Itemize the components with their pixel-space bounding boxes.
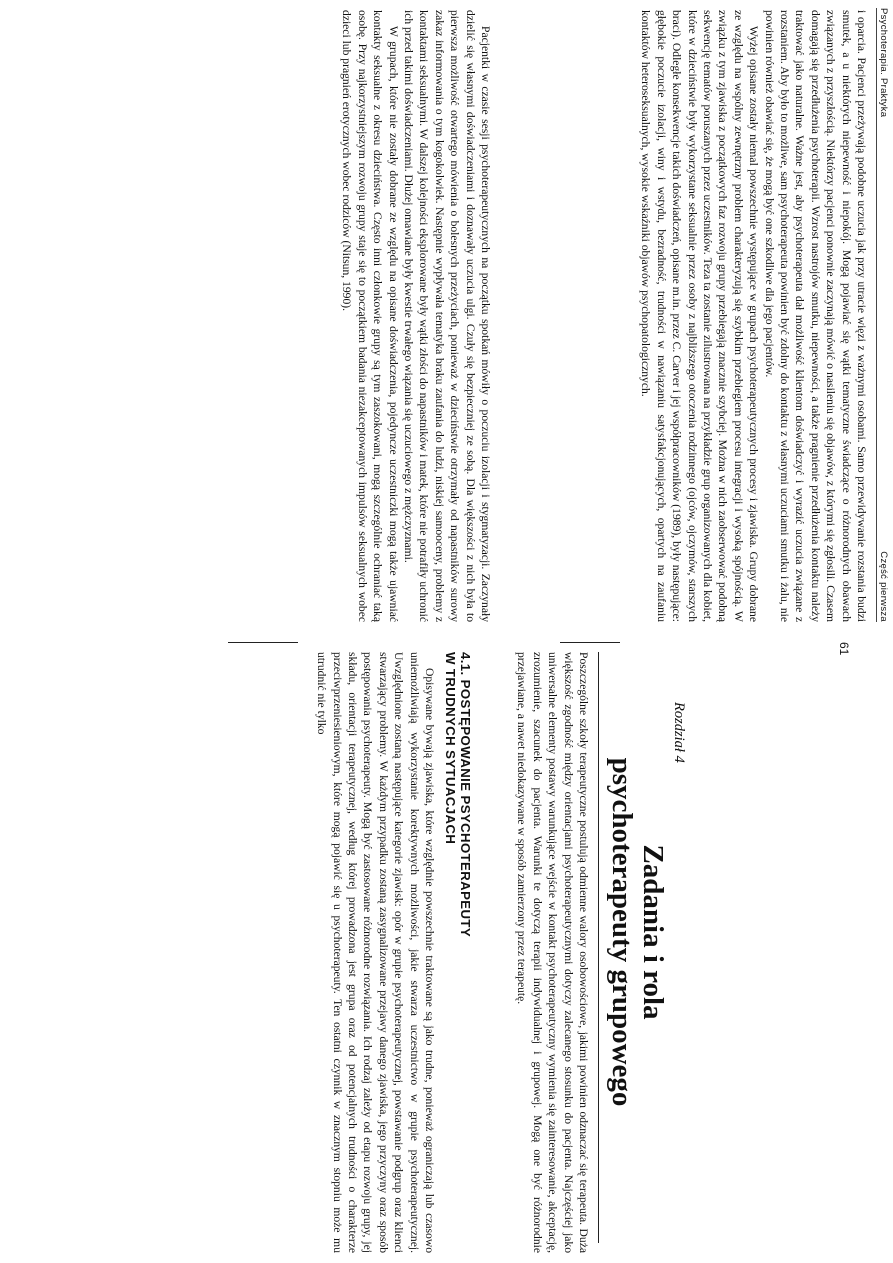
paragraph: Wyżej opisane zostały niemal powszechnie występujące w grupach psychoterapeutycznych procesy i zjawiska. Grupy dobrane ze względu na wspólny zewnętrzny problem charakteryzują się szybkim przebiegiem procesu integracji i wysoką spójnością. W związku z tym zjawiska z początkowych faz rozwoju grupy przebiegają znacznie szybciej. Można w nich zaobserwować podobną sekwencję tematów poruszanych przez uczestników. Teza ta zostanie zilustrowana na przykładzie grup organizowanych dla kobiet, które w dzieciństwie były wykorzystane seksualnie przez osoby z najbliższego otoczenia rodzinnego (ojców, ojczymów, starszych braci). Odległe konsekwencje takich doświadczeń, opisane m.in. przez C. Carver i jej współpracowników (1989), były następujące: głębokie poczucie izolacji, winy i wstydu, bezradność, trudności w nawiązaniu satysfakcjonujących, opartych na zaufaniu kontaktów heteroseksualnych, wysokie wskaźniki objawów psychopatologicznych. <box>639 10 761 622</box>
upper-text-block <box>638 10 869 622</box>
page-number: 61 <box>837 642 851 656</box>
chapter-label: Rozdział 4 <box>671 702 687 763</box>
intro-text <box>514 652 591 1253</box>
section-heading-line: W TRUDNYCH SYTUACJACH <box>443 652 458 845</box>
header-left: Psychoterapia. Praktyka <box>878 8 889 118</box>
paragraph: i oparcia. Pacjenci przeżywają podobne uczucia jak przy utracie więzi z ważnymi osobami. Samo przewidywanie rozstania budzi smutek, a u niektórych niepewność i niepokój. Mogą pojawiać się wątki tematyczne świadczące o różnorodnych obawach związanych z przyszłością. Niektórzy pacjenci ponownie zaczynają mówić o nasileniu się objawów, z którymi się zgłosili. Czasem domagają się przedłużenia psychoterapii. Wzrost nastrojów smutku, niepewności, a także pragnienie przedłużenia kontaktu należy traktować jako naturalne. Ważne jest, aby psychoterapeuta dał możliwość klientom doświadczyć i wyrazić uczucia związane z rozstaniem. Aby było to możliwe, sam psychoterapeuta powinien być zdolny do kontaktu z własnymi uczuciami smutku i żalu, nie powinien również obawiać się, że mogą być one szkodliwe dla jego pacjentów. <box>762 10 868 622</box>
left-page <box>0 0 893 630</box>
running-header <box>876 8 889 622</box>
right-page <box>0 632 893 1263</box>
lower-text-block <box>339 10 493 622</box>
chapter-title <box>606 672 668 1192</box>
paragraph: Opisywane bywają zjawiska, które względnie powszechnie traktowane są jako trudne, ponieważ ograniczają lub czasowo uniemożliwiają wykorzystanie korektywnych możliwości, jakie stwarza uczestnictwo w grupie psychoterapeutycznej. Uwzględnione zostaną następujące kategorie zjawisk: opór w grupie psychoterapeutycznej, powstawanie podgrup oraz klienci stwarzający problemy. W każdym przypadku zostaną zasygnalizowane przejawy danego zjawiska, jego przyczyny oraz sposób postępowania psychoterapeuty. Mogą być zastosowane różnorodne rozwiązania. Ich rodzaj zależy od etapu rozwoju grupy, jej składu, orientacji terapeutycznej, według której prowadzona jest grupa oraz od potencjalnych trudności o charakterze przeciwprzeniesieniowym, które mogą pojawić się u psychoterapeuty. Ten ostatni czynnik w znacznym stopniu może mu utrudnić nie tylko <box>315 652 436 1253</box>
paragraph: Poszczególne szkoły terapeutyczne postulują odmienne walory osobowościowe, jakimi powinien odznaczać się terapeuta. Duża większość zgodność między orientacjami psychoterapeutycznymi dotyczy zalecanego stosunku do pacjenta. Najczęściej jako uniwersalne elementy postawy warunkujące wejście w kontakt psychoterapeutyczny wymienia się zainteresowanie, akceptację, zrozumienie, szacunek do pacjenta. Warunki te dotyczą terapii indywidualnej i grupowej. Mogą one być różnorodnie przejawiane, a nawet niedokazywane w sposób zamierzony przez terapeutę. <box>515 652 590 1253</box>
section-text <box>314 652 437 1253</box>
paragraph: Pacjentki w czasie sesji psychoterapeutycznych na początku spotkań mówiły o poczuciu izolacji i stygmatyzacji. Zaczynały dzielić się własnymi doświadczeniami i doznawały uczucia ulgi. Czuły się bezpieczniej ze sobą. Dla większości z nich była to pierwsza możliwość otwartego mówienia o bolesnych przeżyciach, ponieważ w dzieciństwie otrzymały od napastników surowy zakaz informowania o tym kogokolwiek. Następnie wypływała tematyka braku zaufania do ludzi, niskiej samooceny, problemy z kontaktami seksualnymi. W dalszej kolejności eksplorowane były wątki złości do napastników i matek, które nie potrafiły uchronić ich przed takimi doświadczeniami. Dłużej omawiane były kwestie trwałego wiązania się uczuciowego z mężczyznami. <box>401 10 492 622</box>
divider <box>598 652 599 1243</box>
chapter-title-line: Zadania i rola <box>637 844 669 1020</box>
section-heading-line: 4.1. POSTĘPOWANIE PSYCHOTERAPEUTY <box>458 652 473 938</box>
paragraph: W grupach, które nie zostały dobrane ze względu na opisane doświadczenia, pojedyncze uczestniczki mogą także ujawniać kontakty seksualne z okresu dzieciństwa. Często inni członkowie grupy są tym zaszokowani, mogą szczególnie ochraniać taką osobę. Przy najkorzystniejszym rozwoju grupy staje się to początkiem badania niezakceptowanych impulsów seksualnych wobec dzieci lub pragnień erotycznych wobec rodziców (Nitsun, 1990). <box>340 10 400 622</box>
header-right: Część pierwsza <box>878 551 889 622</box>
chapter-title-line: psychoterapeuty grupowego <box>606 757 638 1107</box>
section-heading <box>443 652 473 937</box>
